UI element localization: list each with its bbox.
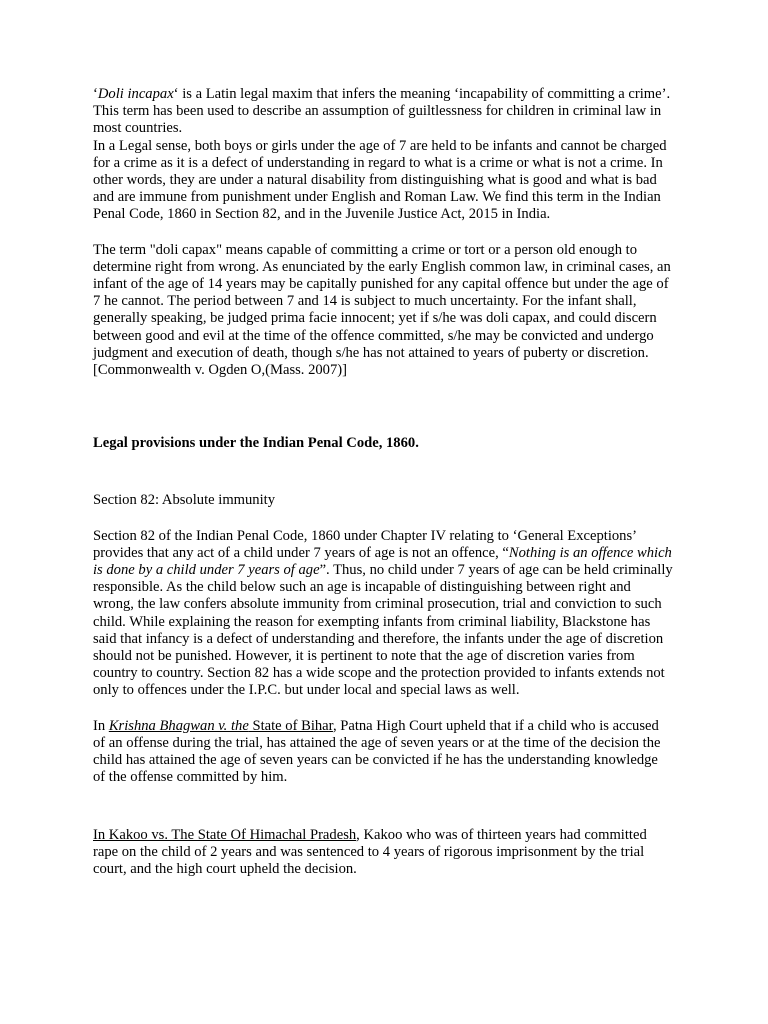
case-name-plain: State of Bihar — [248, 717, 333, 734]
case-name-kakoo: In Kakoo vs. The State Of Himachal Pradesh — [93, 826, 357, 843]
subsection-heading: Section 82: Absolute immunity — [93, 492, 276, 509]
document-page — [93, 86, 673, 878]
section-heading: Legal provisions under the Indian Penal Code, 1860. — [93, 435, 419, 452]
term-doli-incapax: Doli incapax — [97, 86, 174, 102]
paragraph-kakoo: In Kakoo vs. The State Of Himachal Pradesh, Kakoo who was of thirteen years had committed rape on the child of 2 years and was sentenced to 4 years of rigorous imprisonment by the trial court, and the high court upheld the decision. — [93, 826, 647, 877]
paragraph-krishna-bhagwan: In Krishna Bhagwan v. the State of Bihar, Patna High Court upheld that if a child who is accused of an offense during the trial, has attained the age of seven years or at the time of the decision the child has attained the age of seven years can be convicted if he has the understanding knowledge of the offense committed by him. — [93, 717, 661, 786]
paragraph-doli-capax: The term "doli capax" means capable of committing a crime or tort or a person old enough to determine right from wrong. As enunciated by the early English common law, in criminal cases, an infant of the age of 14 years may be capitally punished for any capital offence but under the age of 7 he cannot. The period between 7 and 14 is subject to much uncertainty. For the infant shall, generally speaking, be judged prima facie innocent; yet if s/he was doli capax, and could discern between good and evil at the time of the offence committed, s/he may be convicted and undergo judgment and execution of death, though s/he has not attained to years of puberty or discretion. [Commonwealth v. Ogden O,(Mass. 2007)] — [93, 241, 671, 379]
paragraph-legal-sense: In a Legal sense, both boys or girls under the age of 7 are held to be infants and cannot be charged for a crime as it is a defect of understanding in regard to what is a crime or what is not a crime. In other words, they are under a natural disability from distinguishing what is good and what is bad and are immune from punishment under English and Roman Law. We find this term in the Indian Penal Code, 1860 in Section 82, and in the Juvenile Justice Act, 2015 in India. — [93, 137, 667, 223]
paragraph-section-82: Section 82 of the Indian Penal Code, 1860 under Chapter IV relating to ‘General Exceptions’ provides that any act of a child under 7 years of age is not an offence, “Nothing is an offence which is done by a child under 7 years of age”. Thus, no child under 7 years of age can be held criminally responsible. As the child below such an age is incapable of distinguishing between right and wrong, the law confers absolute immunity from criminal prosecution, trial and conviction to such child. While explaining the reason for exempting infants from criminal liability, Blackstone has said that infancy is a defect of understanding and therefore, the infants under the age of discretion should not be punished. However, it is pertinent to note that the age of discretion varies from country to country. Section 82 has a wide scope and the protection provided to infants extends not only to offences under the I.P.C. but under local and special laws as well. — [93, 527, 673, 699]
case-name-italic: Krishna Bhagwan v. the — [108, 717, 249, 734]
paragraph-doli-incapax: ‘Doli incapax‘ is a Latin legal maxim that infers the meaning ‘incapability of committing a crime’. This term has been used to describe an assumption of guiltlessness for children in criminal law in most countries. — [93, 86, 671, 137]
statute-quote: Nothing is an offence which is done by a child under 7 years of age — [93, 544, 672, 579]
paragraph-doli-incapax-text: is a Latin legal maxim that infers the meaning ‘incapability of committing a crime’. This term has been used to describe an assumption of guiltlessness for children in criminal law in most countries. — [93, 86, 671, 137]
